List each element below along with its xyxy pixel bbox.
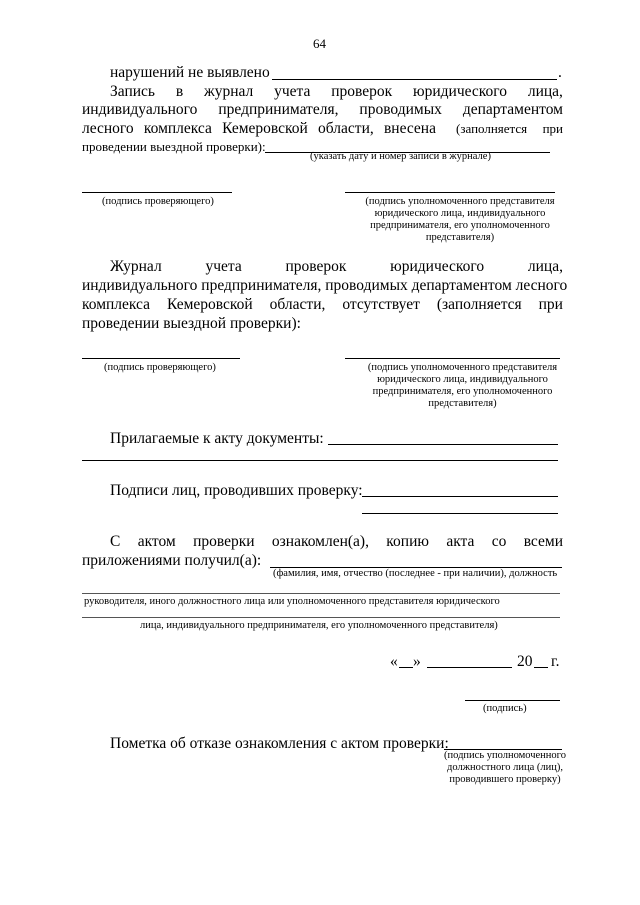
inspectors-signature-line-2 bbox=[362, 513, 558, 514]
acquainted-line-1 bbox=[110, 532, 563, 551]
word: в bbox=[175, 83, 184, 100]
inspector-signature-line bbox=[82, 358, 240, 359]
word: Кемеровской bbox=[166, 296, 253, 313]
hint-line: должностного лица (лиц), bbox=[447, 762, 563, 773]
journal-line-2: индивидуального предпринимателя, проводимых департаментом лесного bbox=[82, 277, 568, 294]
word: индивидуального bbox=[82, 101, 198, 118]
hint-line: (подпись уполномоченного bbox=[444, 750, 566, 761]
journal-line-1 bbox=[110, 257, 563, 276]
date-year-prefix: 20 bbox=[517, 653, 533, 670]
word: со bbox=[491, 533, 507, 550]
acquainted-hint-2: руководителя, иного должностного лица или уполномоченного представителя юридического bbox=[84, 596, 500, 607]
word: внесена bbox=[383, 120, 436, 137]
violations-fill-line bbox=[272, 79, 557, 80]
word: лица, bbox=[527, 83, 563, 100]
representative-signature-hint bbox=[355, 196, 565, 244]
acquainted-hint-1: (фамилия, имя, отчество (последнее - при наличии), должность bbox=[273, 568, 558, 579]
journal-line-4: проведении выездной проверки): bbox=[82, 315, 301, 332]
record-line-4-note bbox=[456, 121, 563, 137]
record-hint: (указать дату и номер записи в журнале) bbox=[310, 151, 491, 162]
page-number: 64 bbox=[313, 36, 326, 51]
word: при bbox=[538, 296, 563, 313]
refusal-label: Пометка об отказе ознакомления с актом проверки: bbox=[110, 735, 449, 752]
word: лица, bbox=[527, 258, 563, 275]
hint-line: юридического лица, индивидуального bbox=[377, 374, 548, 385]
acquainted-line-2: приложениями получил(а): bbox=[82, 552, 262, 569]
record-line-3 bbox=[82, 100, 563, 119]
signature-line bbox=[465, 700, 560, 701]
word: проверки bbox=[193, 533, 255, 550]
journal-line-3 bbox=[82, 295, 563, 314]
violations-period: . bbox=[558, 64, 562, 81]
word: лесного bbox=[82, 120, 134, 137]
word: всеми bbox=[523, 533, 563, 550]
word: журнал bbox=[204, 83, 254, 100]
refusal-hint bbox=[440, 750, 570, 786]
record-line-2 bbox=[110, 82, 563, 101]
attached-fill-line bbox=[328, 444, 558, 445]
word: акта bbox=[446, 533, 475, 550]
inspector-signature-line bbox=[82, 192, 232, 193]
word: комплекса bbox=[143, 120, 212, 137]
inspector-signature-hint: (подпись проверяющего) bbox=[102, 196, 214, 207]
word: юридического bbox=[390, 258, 485, 275]
word: учета bbox=[205, 258, 242, 275]
representative-signature-hint bbox=[355, 362, 570, 410]
word: Кемеровской bbox=[222, 120, 308, 137]
acquainted-fill-line-3 bbox=[82, 617, 560, 618]
date-year-suffix: г. bbox=[551, 653, 560, 670]
word: Запись bbox=[110, 83, 155, 100]
violations-label: нарушений не выявлено bbox=[110, 64, 270, 81]
hint-line: (подпись уполномоченного представителя bbox=[367, 362, 558, 373]
hint-line: представителя) bbox=[428, 398, 497, 409]
word: области, bbox=[269, 296, 326, 313]
acquainted-fill-line-2 bbox=[82, 593, 560, 594]
date-open-quote: « bbox=[390, 653, 398, 670]
date-month-line bbox=[427, 667, 512, 668]
date-close-quote: » bbox=[413, 653, 421, 670]
word: при bbox=[542, 121, 563, 136]
word: комплекса bbox=[82, 296, 151, 313]
attached-documents-label: Прилагаемые к акту документы: bbox=[110, 430, 324, 447]
hint-line: юридического лица, индивидуального bbox=[374, 208, 546, 219]
signature-hint: (подпись) bbox=[483, 703, 527, 714]
inspectors-signatures-label: Подписи лиц, проводивших проверку: bbox=[110, 482, 363, 499]
hint-line: предпринимателя, его уполномоченного bbox=[370, 220, 550, 231]
hint-line: представителя) bbox=[425, 232, 495, 243]
inspector-signature-hint: (подпись проверяющего) bbox=[104, 362, 216, 373]
representative-signature-line bbox=[345, 192, 555, 193]
inspectors-signature-line-1 bbox=[362, 496, 558, 497]
attached-fill-line-2 bbox=[82, 460, 558, 461]
record-line-5: проведении выездной проверки): bbox=[82, 139, 266, 154]
word: проверок bbox=[331, 83, 393, 100]
word: копию bbox=[386, 533, 429, 550]
word: проверок bbox=[285, 258, 347, 275]
hint-line: предпринимателя, его уполномоченного bbox=[372, 386, 553, 397]
hint-line: (подпись уполномоченного представителя bbox=[365, 196, 555, 207]
word: Журнал bbox=[110, 258, 162, 275]
word: отсутствует bbox=[342, 296, 420, 313]
date-day-line bbox=[399, 667, 413, 668]
representative-signature-line bbox=[345, 358, 560, 359]
word: (заполняется bbox=[456, 121, 528, 136]
word: С bbox=[110, 533, 121, 550]
hint-line: проводившего проверку) bbox=[449, 774, 561, 785]
word: актом bbox=[137, 533, 176, 550]
date-year-line bbox=[534, 667, 548, 668]
record-line-4 bbox=[82, 119, 436, 138]
acquainted-hint-3: лица, индивидуального предпринимателя, его уполномоченного представителя) bbox=[140, 620, 498, 631]
word: предпринимателя, bbox=[218, 101, 339, 118]
word: (заполняется bbox=[436, 296, 522, 313]
word: ознакомлен(а), bbox=[271, 533, 369, 550]
word: департаментом bbox=[462, 101, 563, 118]
word: учета bbox=[274, 83, 311, 100]
word: юридического bbox=[413, 83, 507, 100]
word: проводимых bbox=[359, 101, 442, 118]
word: области, bbox=[318, 120, 374, 137]
